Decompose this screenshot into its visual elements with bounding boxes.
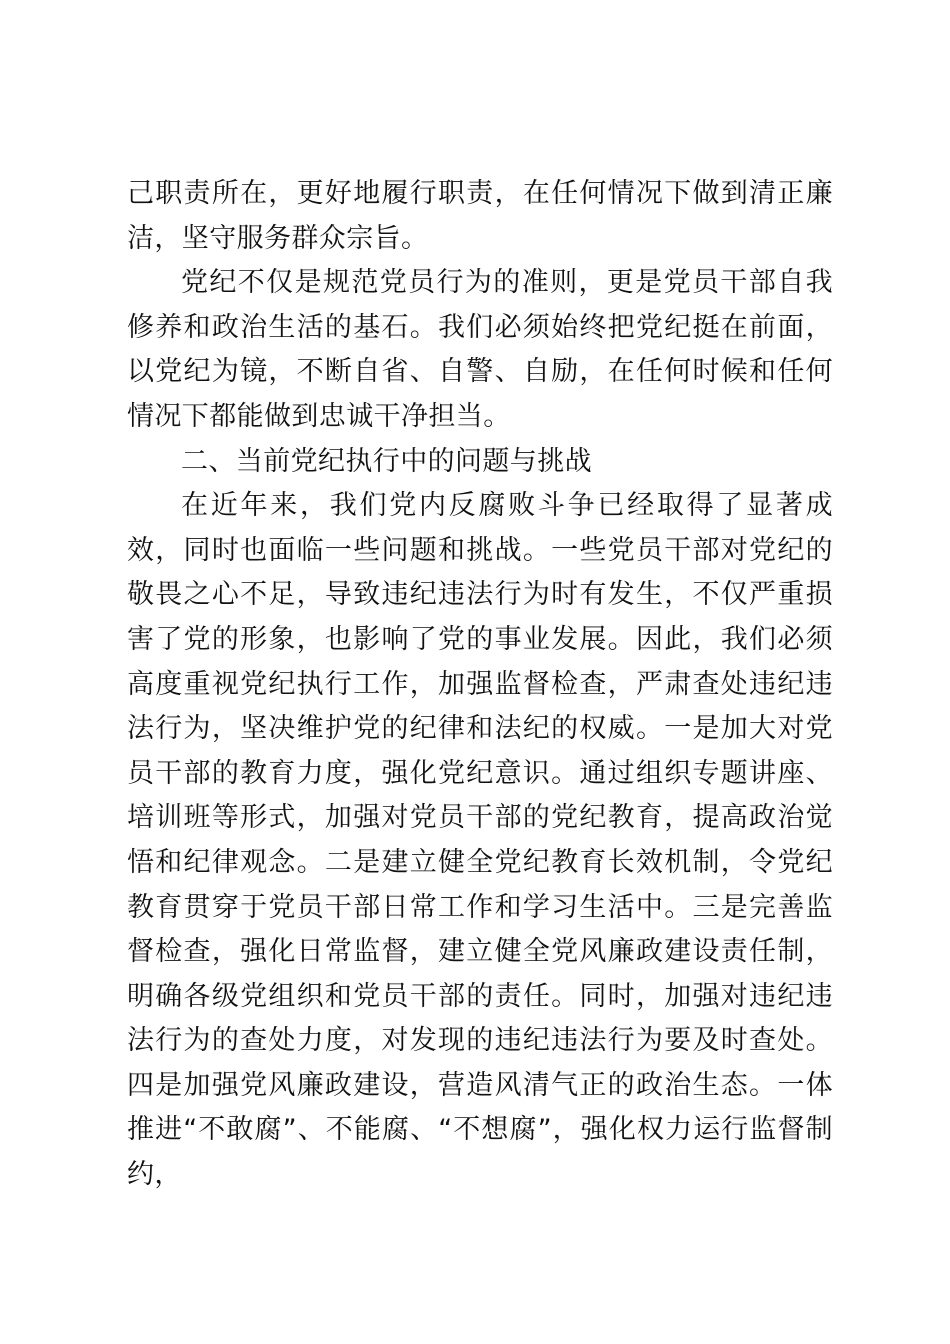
paragraph-party-discipline: 党纪不仅是规范党员行为的准则，更是党员干部自我修养和政治生活的基石。我们必须始终把党纪挺在前面，以党纪为镜，不断自省、自警、自励，在任何时候和任何情况下都能做到忠诚干净担当。 [127,267,833,432]
paragraph-continuation: 己职责所在，更好地履行职责，在任何情况下做到清正廉洁，坚守服务群众宗旨。 [127,178,833,254]
document-body [127,172,833,1198]
paragraph-problems-challenges: 在近年来，我们党内反腐败斗争已经取得了显著成效，同时也面临一些问题和挑战。一些党员干部对党纪的敬畏之心不足，导致违纪违法行为时有发生，不仅严重损害了党的形象，也影响了党的事业发展。因此，我们必须高度重视党纪执行工作，加强监督检查，严肃查处违纪违法行为，坚决维护党的纪律和法纪的权威。一是加大对党员干部的教育力度，强化党纪意识。通过组织专题讲座、培训班等形式，加强对党员干部的党纪教育，提高政治觉悟和纪律观念。二是建立健全党纪教育长效机制，令党纪教育贯穿于党员干部日常工作和学习生活中。三是完善监督检查，强化日常监督，建立健全党风廉政建设责任制，明确各级党组织和党员干部的责任。同时，加强对违纪违法行为的查处力度，对发现的违纪违法行为要及时查处。四是加强党风廉政建设，营造风清气正的政治生态。一体推进“不敢腐”、不能腐、“不想腐”，强化权力运行监督制约， [127,490,833,1191]
section-heading: 二、当前党纪执行中的问题与挑战 [181,445,592,477]
